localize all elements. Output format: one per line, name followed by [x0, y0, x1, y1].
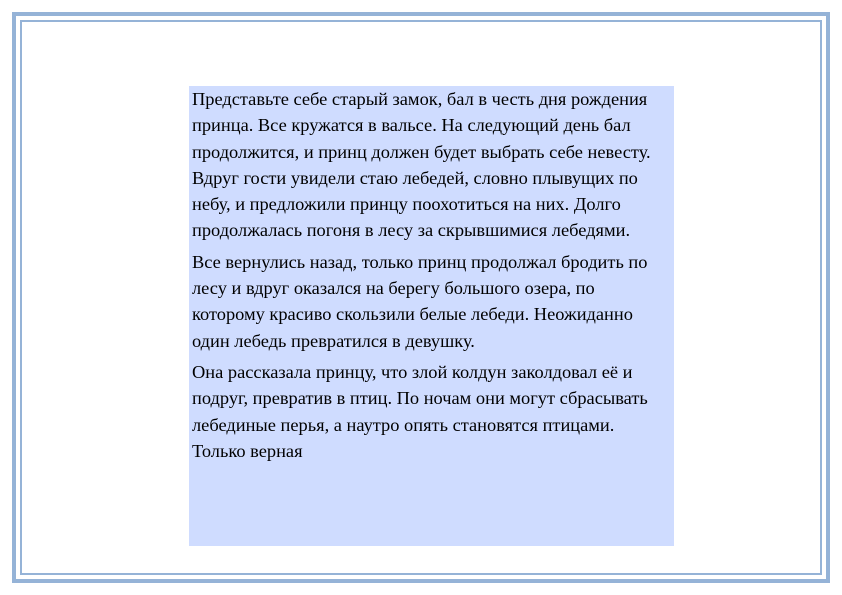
paragraph-2: Все вернулись назад, только принц продолжал бродить по лесу и вдруг оказался на берегу большого озера, по которому красиво скользили белые лебеди. Неожиданно один лебедь превратился в девушку.	[192, 251, 648, 351]
paragraph-3: Она рассказала принцу, что злой колдун заколдовал её и подруг, превратив в птиц. По ночам они могут сбрасывать лебединые перья, а наутро опять становятся птицами. Только верная	[192, 361, 648, 461]
paragraph-1: Представьте себе старый замок, бал в честь дня рождения принца. Все кружатся в вальсе. На следующий день бал продолжится, и принц должен будет выбрать себе невесту. Вдруг гости увидели стаю лебедей, словно плывущих по небу, и предложили принцу поохотиться на них. Долго продолжалась погоня в лесу за скрывшимися лебедями.	[192, 89, 651, 241]
text-box[interactable]	[189, 86, 674, 546]
